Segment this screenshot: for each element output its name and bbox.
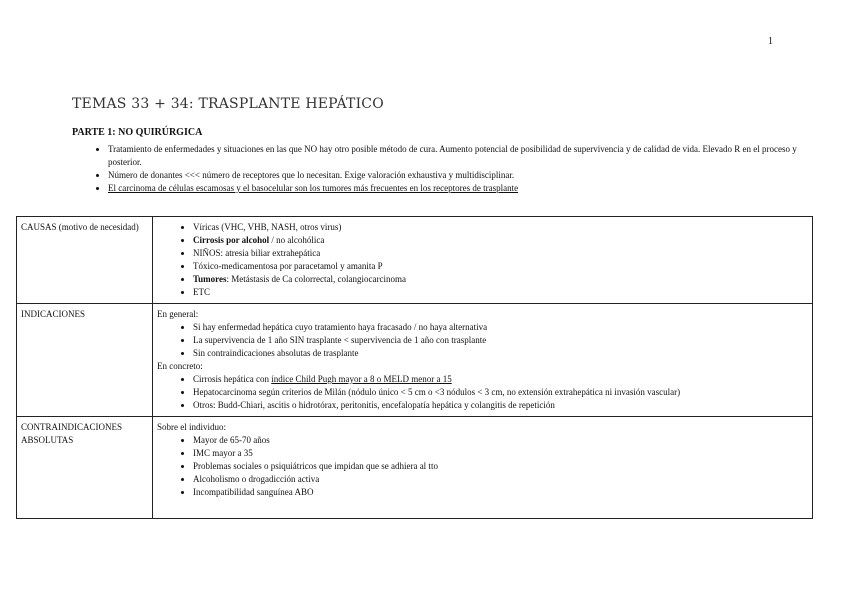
list-item <box>193 286 808 299</box>
underlined-text: índice Child Pugh mayor a 8 o MELD menor a 15 <box>271 374 452 384</box>
subsection-lead: En concreto: <box>157 361 203 371</box>
table-row-contraindicaciones <box>17 417 813 519</box>
item-emphasis-text: NIÑOS <box>193 248 221 258</box>
list-item <box>193 234 808 247</box>
document-title: TEMAS 33 + 34: TRASPLANTE HEPÁTICO <box>72 96 384 112</box>
list-item <box>193 247 808 260</box>
list-item: • Alcoholismo o drogadicción activa <box>193 473 808 486</box>
intro-bullet: • Tratamiento de enfermedades y situaciones en las que NO hay otro posible método de cura. Aumento potencial de posibilidad de supervivencia y de calidad de vida. Elevado R en el proceso y posterior. <box>108 143 798 169</box>
causas-list <box>157 221 808 299</box>
row-label-causas: CAUSAS (motivo de necesidad) <box>17 217 153 304</box>
list-item: • Si hay enfermedad hepática cuyo tratamiento haya fracasado / no haya alternativa <box>193 321 808 334</box>
subsection-lead: En general: <box>157 309 199 319</box>
list-item: • Mayor de 65-70 años <box>193 434 808 447</box>
section-heading: PARTE 1: NO QUIRÚRGICA <box>72 127 203 138</box>
intro-bullet-list <box>92 143 798 195</box>
table-row-causas <box>17 217 813 304</box>
item-text: ETC <box>193 287 210 297</box>
item-bold-text: Tumores <box>193 274 227 284</box>
row-content-indicaciones <box>153 304 813 417</box>
intro-bullet: • El carcinoma de células escamosas y el basocelular son los tumores más frecuentes en los receptores de trasplante <box>108 182 798 195</box>
list-item <box>193 260 808 273</box>
item-bold-text: Cirrosis por alcohol <box>193 235 270 245</box>
row-content-contraindicaciones <box>153 417 813 519</box>
row-label-contraindicaciones: CONTRAINDICACIONES ABSOLUTAS <box>17 417 153 519</box>
list-item <box>193 373 808 386</box>
table-row-indicaciones <box>17 304 813 417</box>
list-item: • Hepatocarcinoma según criterios de Milán (nódulo único < 5 cm o <3 nódulos < 3 cm, no extensión extrahepática ni invasión vascular) <box>193 386 808 399</box>
item-text: Tóxico-medicamentosa por paracetamol y amanita P <box>193 261 383 271</box>
list-item <box>193 273 808 286</box>
list-item: • La supervivencia de 1 año SIN trasplante < supervivencia de 1 año con trasplante <box>193 334 808 347</box>
list-item: • Sin contraindicaciones absolutas de trasplante <box>193 347 808 360</box>
contraindicaciones-list <box>157 434 808 499</box>
intro-bullet: • Número de donantes <<< número de receptores que lo necesitan. Exige valoración exhaustiva y multidisciplinar. <box>108 169 798 182</box>
list-item <box>193 221 808 234</box>
indicaciones-concreto-list <box>157 373 808 412</box>
item-text: Víricas (VHC, VHB, NASH, otros virus) <box>193 222 342 232</box>
row-label-indicaciones: INDICACIONES <box>17 304 153 417</box>
row-content-causas <box>153 217 813 304</box>
subsection-lead: Sobre el individuo: <box>157 422 226 432</box>
list-item: • Incompatibilidad sanguínea ABO <box>193 486 808 499</box>
list-item: • Otros: Budd-Chiari, ascitis o hidrotórax, peritonitis, encefalopatía hepática y colangitis de repetición <box>193 399 808 412</box>
indicaciones-general-list <box>157 321 808 360</box>
item-text: : Metástasis de Ca colorrectal, colangiocarcinoma <box>226 274 406 284</box>
list-item: • Problemas sociales o psiquiátricos que impidan que se adhiera al tto <box>193 460 808 473</box>
item-text: : atresia biliar extrahepática <box>220 248 321 258</box>
summary-table <box>16 216 813 519</box>
item-text: Cirrosis hepática con <box>193 374 272 384</box>
item-text: / no alcohólica <box>269 235 325 245</box>
list-item: • IMC mayor a 35 <box>193 447 808 460</box>
page-number: 1 <box>768 36 773 47</box>
